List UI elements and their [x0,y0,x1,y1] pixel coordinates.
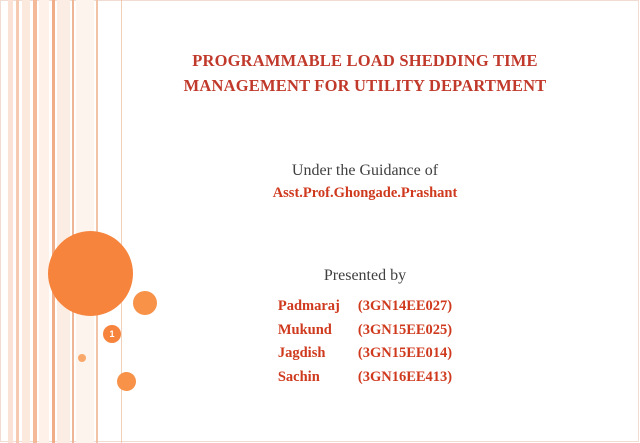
member-name: Sachin [277,368,320,385]
presented-block [130,265,600,389]
decor-stripe-4 [33,0,37,443]
decor-stripe-6 [52,0,55,443]
slide-title [130,48,600,98]
member-name: Mukund [277,321,332,338]
member-name: Padmaraj [277,298,340,314]
decor-circle-tiny [78,354,86,362]
team-member-table [278,295,452,389]
table-row [278,366,452,390]
member-id: (3GN15EE014) [357,345,453,361]
slide-content [130,0,630,443]
member-id: (3GN15EE025) [357,321,453,338]
decor-stripe-9 [76,0,94,443]
guide-name: Asst.Prof.Ghongade.Prashant [272,185,458,201]
decor-stripe-8 [72,0,74,443]
presented-by-label: Presented by [323,267,407,284]
title-line-1: PROGRAMMABLE LOAD SHEDDING TIME [192,51,538,70]
decor-stripe-5 [39,0,49,443]
decor-stripe-2 [16,0,19,443]
decor-stripe-10 [96,0,98,443]
table-row [278,342,452,366]
slide-number-badge: 1 [103,325,121,343]
title-line-2: MANAGEMENT FOR UTILITY DEPARTMENT [183,76,547,95]
member-id: (3GN16EE413) [357,368,453,385]
team-member-list [278,295,452,389]
table-row [278,319,452,343]
guidance-block [130,160,600,205]
member-id: (3GN14EE027) [357,298,453,314]
table-row [278,295,452,319]
guidance-label: Under the Guidance of [291,162,439,179]
decor-circle-large [48,231,133,316]
decor-stripe-1 [8,0,13,443]
member-name: Jagdish [277,345,326,361]
decor-stripe-3 [22,0,30,443]
decor-stripe-7 [57,0,70,443]
